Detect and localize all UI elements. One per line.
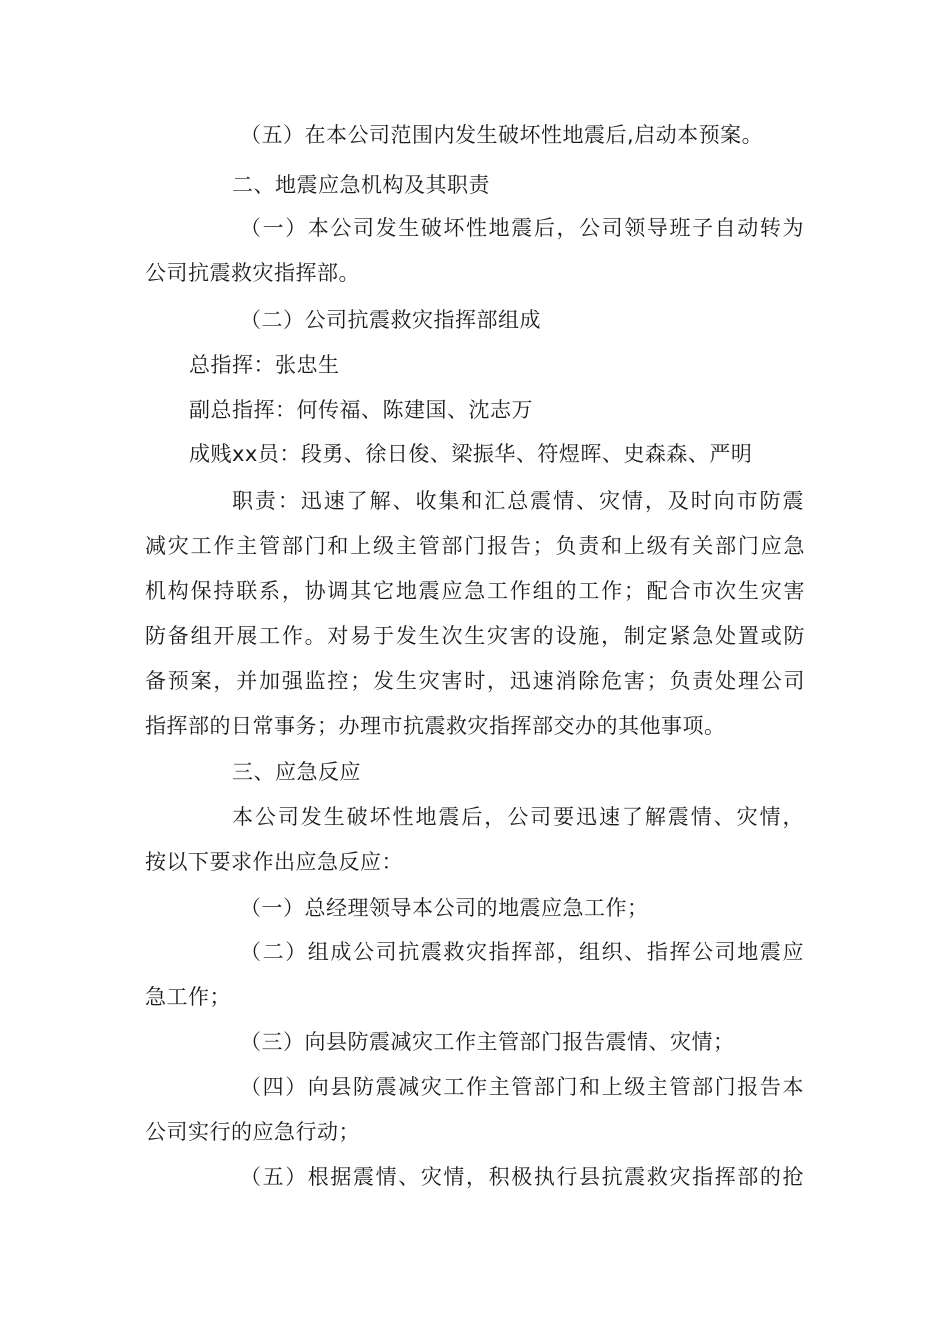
- paragraph-line: 按以下要求作出应急反应：: [145, 850, 403, 874]
- paragraph-start-plan: （五）在本公司范围内发生破坏性地震后,启动本预案。: [240, 123, 764, 147]
- subsection-heading: （二）公司抗震救灾指挥部组成: [240, 308, 541, 332]
- list-item-continuation: 急工作；: [145, 985, 231, 1009]
- duties-line: 备预案，并加强监控；发生灾害时，迅速消除危害；负责处理公司: [145, 669, 805, 693]
- list-item-continuation: 公司实行的应急行动；: [145, 1120, 360, 1144]
- list-item: （一）总经理领导本公司的地震应急工作；: [240, 896, 649, 920]
- duties-line: 防备组开展工作。对易于发生次生灾害的设施，制定紧急处置或防: [145, 624, 805, 648]
- deputy-commander-line: 副总指挥：何传福、陈建国、沈志万: [189, 398, 533, 422]
- paragraph-line: 本公司发生破坏性地震后，公司要迅速了解震情、灾情，: [232, 805, 804, 829]
- section-heading-3: 三、应急反应: [232, 760, 361, 784]
- commander-line: 总指挥：张忠生: [189, 353, 340, 377]
- members-line: 成贱xx员：段勇、徐日俊、梁振华、符煜晖、史森森、严明: [189, 442, 753, 466]
- section-heading-2: 二、地震应急机构及其职责: [232, 173, 490, 197]
- duties-line: 职责：迅速了解、收集和汇总震情、灾情，及时向市防震: [232, 489, 804, 513]
- duties-line: 减灾工作主管部门和上级主管部门报告；负责和上级有关部门应急: [145, 534, 805, 558]
- duties-line: 指挥部的日常事务；办理市抗震救灾指挥部交办的其他事项。: [145, 714, 726, 738]
- list-item: （四）向县防震减灾工作主管部门和上级主管部门报告本: [240, 1075, 804, 1099]
- duties-line: 机构保持联系，协调其它地震应急工作组的工作；配合市次生灾害: [145, 579, 805, 603]
- paragraph-line: 公司抗震救灾指挥部。: [145, 261, 360, 285]
- list-item: （五）根据震情、灾情，积极执行县抗震救灾指挥部的抢: [240, 1165, 804, 1189]
- paragraph-line: （一）本公司发生破坏性地震后，公司领导班子自动转为: [240, 216, 804, 240]
- list-item: （二）组成公司抗震救灾指挥部，组织、指挥公司地震应: [240, 940, 804, 964]
- list-item: （三）向县防震减灾工作主管部门报告震情、灾情；: [240, 1030, 735, 1054]
